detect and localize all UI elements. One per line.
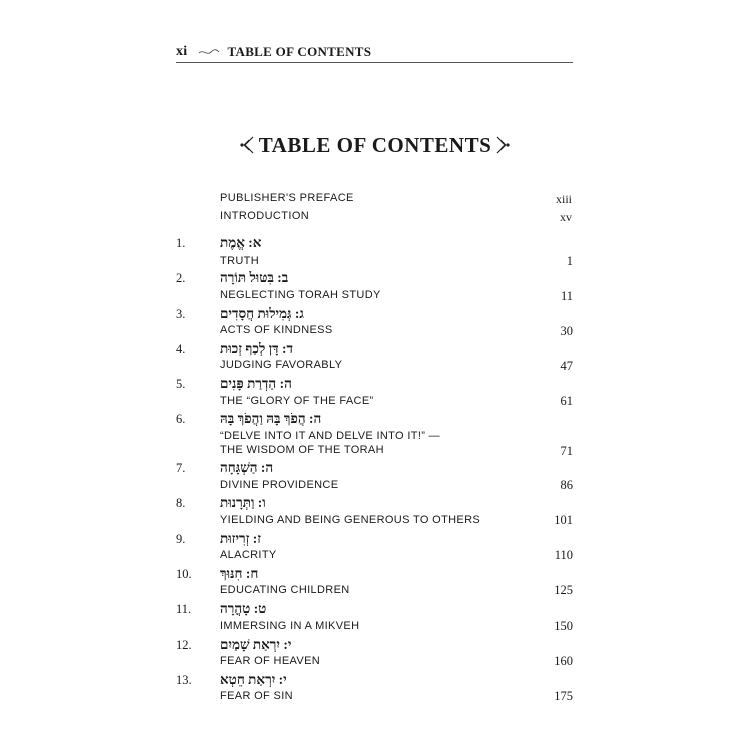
chapter-number: 13. [176, 673, 192, 687]
chapter-number: 11. [176, 602, 192, 616]
chapter-english-title: FEAR OF SIN [220, 690, 293, 702]
running-header [176, 44, 371, 60]
chapter-number: 5. [176, 377, 186, 391]
chapter-english-title: “DELVE INTO IT AND DELVE INTO IT!” — [220, 430, 441, 442]
chapter-page: 160 [554, 654, 573, 668]
chapter-hebrew-title: י: יִרְאַת שָׁמַיִם [220, 637, 292, 652]
chapter-hebrew-title: י: יִרְאַת חֵטְא [220, 672, 287, 687]
running-title: TABLE OF CONTENTS [227, 44, 372, 59]
front-matter-page: xv [560, 210, 572, 224]
chapter-hebrew-title: ב: בִּטּוּל תּוֹרָה [220, 270, 289, 285]
left-bracket-ornament-icon [239, 136, 255, 154]
chapter-english-title: ACTS OF KINDNESS [220, 324, 333, 336]
chapter-page: 110 [554, 548, 573, 562]
chapter-number: 8. [176, 496, 186, 510]
chapter-page: 125 [554, 583, 573, 597]
chapter-english-title: TRUTH [220, 255, 260, 267]
chapter-page: 1 [566, 254, 573, 268]
chapter-number: 10. [176, 567, 192, 581]
chapter-page: 101 [554, 513, 573, 527]
chapter-number: 1. [176, 236, 186, 250]
chapter-english-title: FEAR OF HEAVEN [220, 655, 321, 667]
toc-front-matter-item[interactable] [220, 210, 572, 225]
header-rule [176, 62, 573, 63]
title-text: TABLE OF CONTENTS [258, 132, 492, 157]
front-matter-label: INTRODUCTION [220, 210, 310, 222]
chapter-english-title: EDUCATING CHILDREN [220, 584, 350, 596]
chapter-english-title: ALACRITY [220, 549, 277, 561]
right-bracket-ornament-icon [495, 136, 511, 154]
chapter-page: 150 [554, 619, 573, 633]
chapter-number: 7. [176, 461, 186, 475]
chapter-page: 11 [560, 289, 573, 303]
chapter-hebrew-title: ה: הֲפֹךְ בָּהּ וַהֲפֹךְ בָּהּ [220, 411, 322, 426]
chapter-hebrew-title: ד: דָּן לְכַף זְכוּת [220, 341, 294, 356]
chapter-hebrew-title: ט: טָהֳרָה [220, 601, 267, 616]
chapter-page: 61 [560, 394, 573, 408]
page-number: xi [176, 44, 188, 59]
page-title [0, 131, 750, 158]
chapter-number: 4. [176, 342, 186, 356]
chapter-english-title: IMMERSING IN A MIKVEH [220, 620, 360, 632]
chapter-hebrew-title: ה: הַדְרַת פָּנִים [220, 376, 292, 391]
chapter-hebrew-title: ו: וַתְּרָנוּת [220, 495, 266, 510]
front-matter-label: PUBLISHER'S PREFACE [220, 192, 354, 204]
chapter-hebrew-title: א: אֱמֶת [220, 235, 262, 250]
chapter-page: 30 [560, 324, 573, 338]
chapter-page: 175 [554, 689, 573, 703]
toc-front-matter-item[interactable] [220, 192, 572, 207]
chapter-number: 6. [176, 412, 186, 426]
chapter-number: 2. [176, 271, 186, 285]
chapter-hebrew-title: ג: גְּמִילוּת חֲסָדִים [220, 306, 304, 321]
chapter-number: 9. [176, 532, 186, 546]
chapter-hebrew-title: ז: זְרִיזוּת [220, 531, 262, 546]
front-matter-page: xiii [555, 192, 572, 206]
chapter-english-subtitle: THE WISDOM OF THE TORAH [220, 444, 384, 456]
chapter-number: 3. [176, 307, 186, 321]
chapter-number: 12. [176, 638, 192, 652]
chapter-english-title: YIELDING AND BEING GENEROUS TO OTHERS [220, 514, 481, 526]
chapter-page: 71 [560, 444, 573, 458]
chapter-page: 86 [560, 478, 573, 492]
chapter-english-title: NEGLECTING TORAH STUDY [220, 289, 381, 301]
chapter-page: 47 [560, 359, 573, 373]
chapter-hebrew-title: ה: הַשְׁגָּחָה [220, 460, 274, 475]
chapter-english-title: THE “GLORY OF THE FACE” [220, 395, 374, 407]
chapter-hebrew-title: ח: חִנּוּךְ [220, 566, 259, 581]
swash-ornament-icon [198, 47, 220, 57]
chapter-english-title: DIVINE PROVIDENCE [220, 479, 339, 491]
chapter-english-title: JUDGING FAVORABLY [220, 359, 343, 371]
